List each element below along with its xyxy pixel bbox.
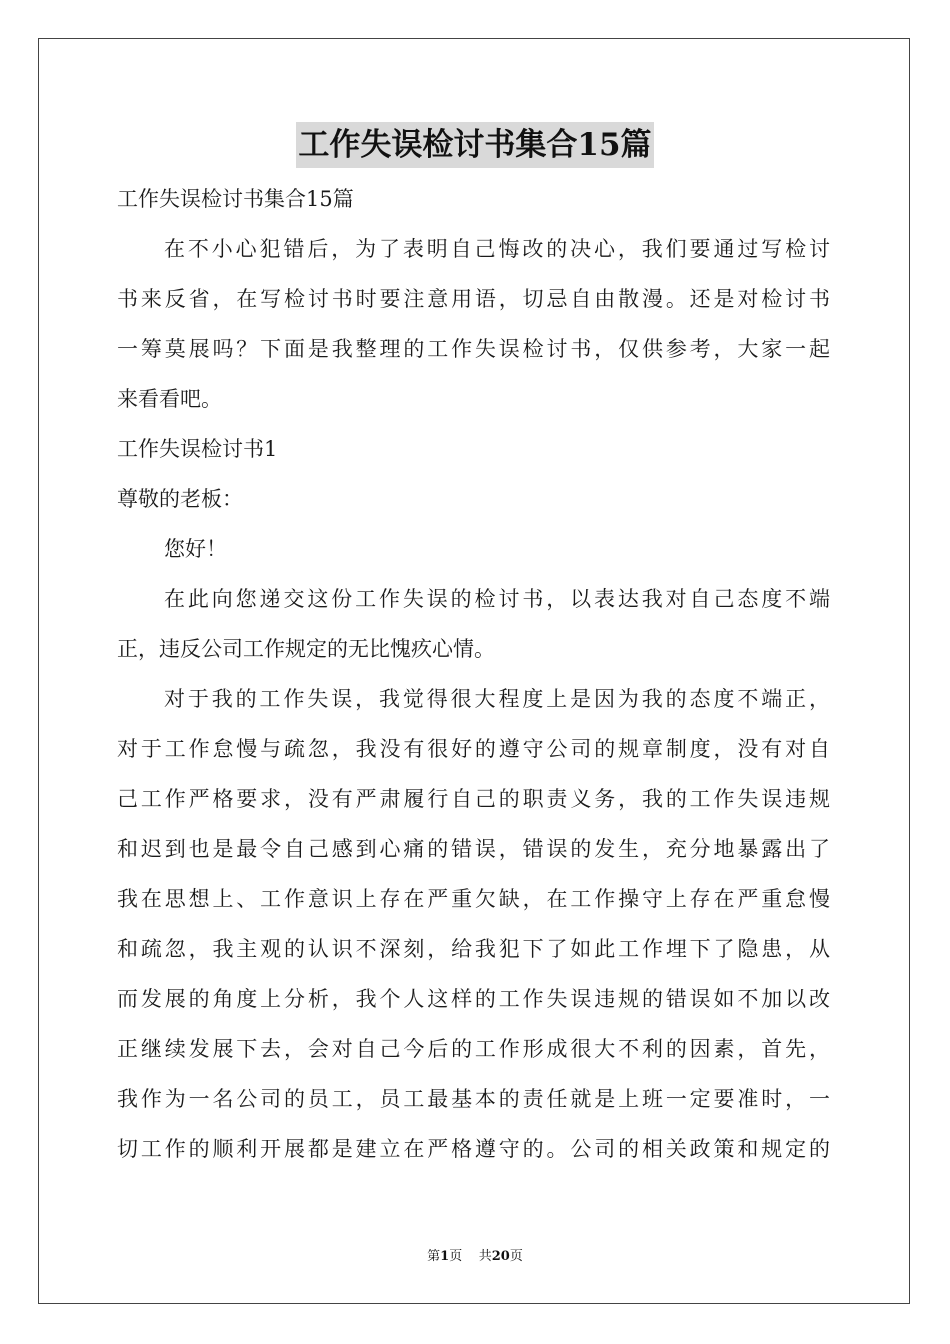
paragraph-line: 书来反省，在写检讨书时要注意用语，切忌自由散漫。还是对检讨书 [117, 287, 830, 311]
paragraph-line: 对于我的工作失误，我觉得很大程度上是因为我的态度不端正， [164, 687, 830, 711]
total-suffix: 页 [509, 1249, 523, 1264]
paragraph-line: 我作为一名公司的员工，员工最基本的责任就是上班一定要准时，一 [117, 1087, 830, 1111]
paragraph-line: 己工作严格要求，没有严肃履行自己的职责义务，我的工作失误违规 [117, 787, 830, 811]
title-container [0, 122, 950, 168]
total-pages: 20 [491, 1249, 510, 1264]
paragraph-line: 正继续发展下去，会对自己今后的工作形成很大不利的因素，首先， [117, 1037, 830, 1061]
total-prefix: 共 [478, 1249, 492, 1264]
paragraph-line: 一筹莫展吗？下面是我整理的工作失误检讨书，仅供参考，大家一起 [117, 337, 830, 361]
page-prefix: 第 [427, 1249, 441, 1264]
section-heading: 工作失误检讨书1 [117, 437, 278, 461]
paragraph-line: 在此向您递交这份工作失误的检讨书，以表达我对自己态度不端 [164, 587, 830, 611]
document-title: 工作失误检讨书集合15篇 [296, 122, 653, 168]
paragraph-line: 切工作的顺利开展都是建立在严格遵守的。公司的相关政策和规定的 [117, 1137, 830, 1161]
page-number: 1 [440, 1249, 450, 1264]
salutation: 尊敬的老板： [117, 487, 243, 511]
paragraph-line: 正，违反公司工作规定的无比愧疚心情。 [117, 637, 495, 661]
page-suffix: 页 [449, 1249, 463, 1264]
paragraph-line: 来看看吧。 [117, 387, 222, 411]
paragraph-line: 而发展的角度上分析，我个人这样的工作失误违规的错误如不加以改 [117, 987, 830, 1011]
paragraph-line: 我在思想上、工作意识上存在严重欠缺，在工作操守上存在严重怠慢 [117, 887, 830, 911]
greeting: 您好！ [164, 537, 227, 561]
subtitle-line: 工作失误检讨书集合15篇 [117, 187, 354, 211]
page-footer [0, 1245, 950, 1264]
paragraph-line: 在不小心犯错后，为了表明自己悔改的决心，我们要通过写检讨 [164, 237, 830, 261]
paragraph-line: 和迟到也是最令自己感到心痛的错误，错误的发生，充分地暴露出了 [117, 837, 830, 861]
page-border [38, 38, 910, 1304]
paragraph-line: 和疏忽，我主观的认识不深刻，给我犯下了如此工作埋下了隐患，从 [117, 937, 830, 961]
paragraph-line: 对于工作怠慢与疏忽，我没有很好的遵守公司的规章制度，没有对自 [117, 737, 830, 761]
